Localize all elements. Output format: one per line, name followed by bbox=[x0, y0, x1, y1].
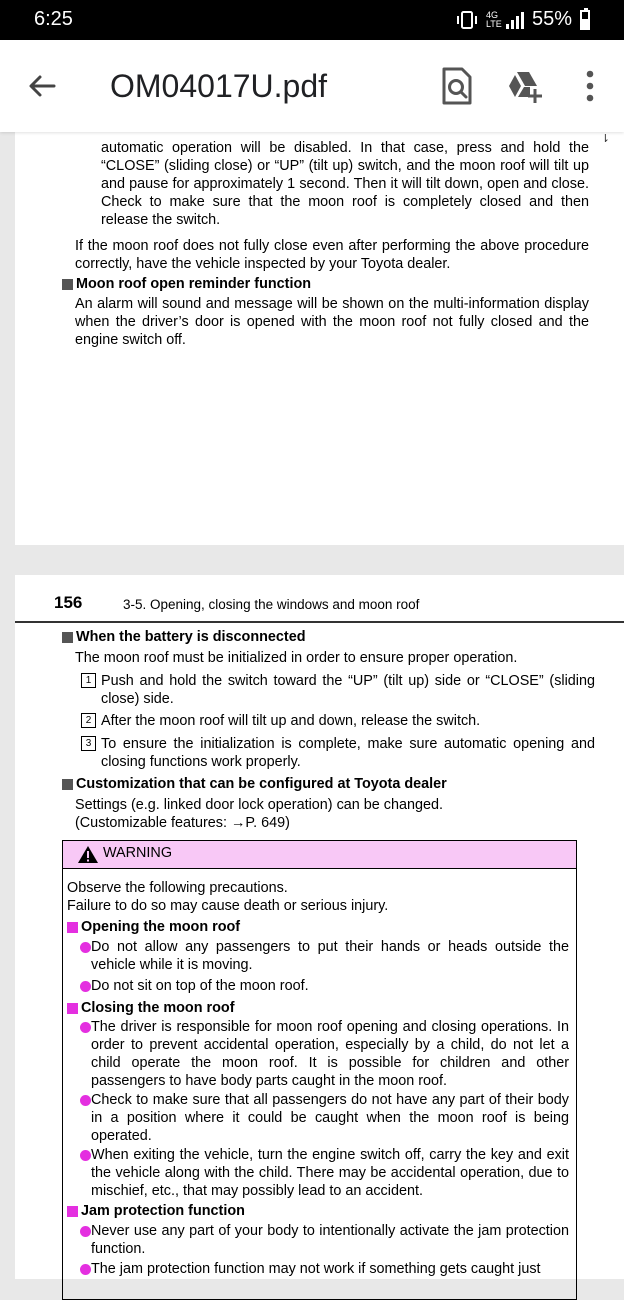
step-text: After the moon roof will tilt up and down, release the switch. bbox=[101, 713, 481, 729]
header-divider bbox=[15, 621, 624, 623]
paragraph-close-procedure: automatic operation will be disabled. In that case, press and hold the “CLOSE” (sliding close) or “UP” (tilt up) switch, and the moon roof will tilt up and pause for approximately 1 second. Then it will tilt down, open and close. Check to make sure that the moon roof is completely closed and then release the switch. bbox=[101, 140, 589, 228]
warning-bullet bbox=[80, 1260, 569, 1278]
warning-triangle-icon bbox=[77, 845, 99, 864]
bullet-dot-icon bbox=[80, 1226, 91, 1237]
back-arrow-icon[interactable] bbox=[22, 66, 62, 106]
step-text: To ensure the initialization is complete, make sure automatic opening and closing functions work properly. bbox=[101, 736, 595, 770]
warning-section-text: Jam protection function bbox=[81, 1203, 245, 1219]
warning-bullet-text: Never use any part of your body to intentionally activate the jam protection function. bbox=[91, 1223, 569, 1257]
battery-percent: 55% bbox=[531, 8, 572, 30]
warning-section-closing bbox=[67, 999, 234, 1017]
section-heading-reminder bbox=[62, 275, 311, 293]
document-title: OM04017U.pdf bbox=[110, 68, 328, 104]
step-item bbox=[81, 712, 595, 730]
bullet-square-icon bbox=[62, 279, 73, 290]
bullet-dot-icon bbox=[80, 981, 91, 992]
step-number-box: 1 bbox=[81, 673, 96, 688]
paragraph-inspection: If the moon roof does not fully close even after performing the above procedure correctly, have the vehicle inspected by your Toyota dealer. bbox=[75, 238, 589, 272]
add-to-drive-icon[interactable] bbox=[504, 64, 544, 108]
warning-label: WARNING bbox=[103, 845, 173, 861]
warning-bullet bbox=[80, 1018, 569, 1090]
bullet-dot-icon bbox=[80, 1264, 91, 1275]
heading-text: Customization that can be configured at Toyota dealer bbox=[76, 776, 447, 792]
paragraph-battery: The moon roof must be initialized in order to ensure proper operation. bbox=[75, 650, 518, 666]
section-title: 3-5. Opening, closing the windows and moon roof bbox=[123, 597, 420, 612]
bullet-square-icon bbox=[62, 632, 73, 643]
warning-section-jam bbox=[67, 1202, 245, 1220]
step-number-box: 3 bbox=[81, 736, 96, 751]
warning-section-opening bbox=[67, 918, 240, 936]
magenta-square-icon bbox=[67, 922, 78, 933]
warning-bullet bbox=[80, 1222, 569, 1258]
warning-intro: Failure to do so may cause death or serious injury. bbox=[67, 898, 389, 914]
status-icons bbox=[456, 8, 590, 31]
bullet-dot-icon bbox=[80, 1095, 91, 1106]
step-number-box: 2 bbox=[81, 713, 96, 728]
bullet-dot-icon bbox=[80, 1150, 91, 1161]
find-in-page-icon[interactable] bbox=[436, 64, 476, 108]
warning-bullet-text: When exiting the vehicle, turn the engine switch off, carry the key and exit the vehicle along with the child. There may be accidental operation, due to mischief, etc., that may possibly lead to an accident. bbox=[91, 1147, 569, 1199]
warning-section-text: Opening the moon roof bbox=[81, 919, 241, 935]
section-heading-customization bbox=[62, 775, 447, 793]
step-item bbox=[81, 735, 595, 771]
magenta-square-icon bbox=[67, 1206, 78, 1217]
bullet-square-icon bbox=[62, 779, 73, 790]
heading-text: When the battery is disconnected bbox=[76, 629, 306, 645]
network-type: 4G LTE bbox=[485, 9, 502, 29]
customization-line-1: Settings (e.g. linked door lock operation) can be changed. bbox=[75, 797, 443, 813]
warning-bullet-text: Do not allow any passengers to put their hands or heads outside the vehicle while it is moving. bbox=[91, 939, 569, 973]
warning-bullet bbox=[80, 938, 569, 974]
status-time: 6:25 bbox=[34, 8, 73, 30]
step-text: Push and hold the switch toward the “UP” (tilt up) side or “CLOSE” (sliding close) side. bbox=[101, 673, 595, 707]
warning-bullet bbox=[80, 977, 569, 995]
signal-icon bbox=[506, 11, 524, 29]
pdf-page-155 bbox=[15, 120, 624, 545]
app-bar bbox=[0, 40, 624, 132]
paragraph-customization bbox=[75, 796, 595, 832]
vibrate-icon bbox=[456, 10, 478, 30]
side-tab-mark: ⇂ bbox=[600, 133, 610, 145]
warning-bullet bbox=[80, 1146, 569, 1200]
section-heading-battery bbox=[62, 628, 306, 646]
bullet-dot-icon bbox=[80, 942, 91, 953]
step-item bbox=[81, 672, 595, 708]
warning-box bbox=[62, 840, 577, 1300]
warning-header bbox=[63, 841, 576, 869]
status-bar bbox=[0, 0, 624, 40]
warning-bullet-text: The driver is responsible for moon roof opening and closing operations. In order to prevent accidental operation, especially by a child, do not let a child operate the moon roof. It is possible for children and other passengers to have body parts caught in the moon roof. bbox=[91, 1019, 569, 1089]
bullet-dot-icon bbox=[80, 1022, 91, 1033]
pdf-page-156 bbox=[15, 575, 624, 1279]
paragraph-reminder: An alarm will sound and message will be shown on the multi-information display when the driver’s door is opened with the moon roof not fully closed and the engine switch off. bbox=[75, 296, 589, 348]
warning-intro: Observe the following precautions. bbox=[67, 880, 288, 896]
battery-icon bbox=[580, 10, 590, 30]
page-number: 156 bbox=[54, 593, 83, 612]
warning-bullet-text: The jam protection function may not work if something gets caught just bbox=[91, 1261, 541, 1277]
warning-bullet bbox=[80, 1091, 569, 1145]
customization-line-2: (Customizable features: →P. 649) bbox=[75, 815, 290, 831]
magenta-square-icon bbox=[67, 1003, 78, 1014]
warning-bullet-text: Check to make sure that all passengers do not have any part of their body in a position where it could be caught when the moon roof is being operated. bbox=[91, 1092, 569, 1144]
warning-bullet-text: Do not sit on top of the moon roof. bbox=[91, 978, 309, 994]
warning-section-text: Closing the moon roof bbox=[81, 1000, 235, 1016]
heading-text: Moon roof open reminder function bbox=[76, 276, 312, 292]
more-vert-icon[interactable] bbox=[572, 64, 608, 108]
